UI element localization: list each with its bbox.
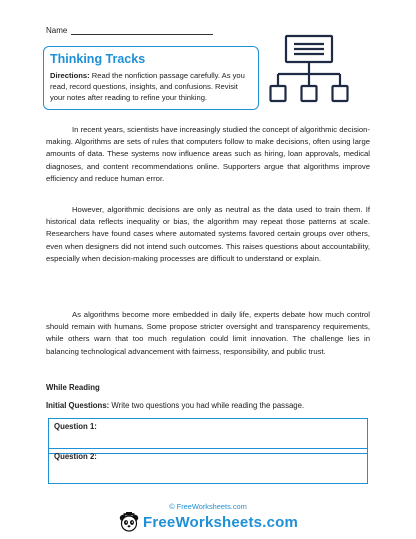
directions-label: Directions: bbox=[50, 71, 90, 80]
brand-name: FreeWorksheets.com bbox=[142, 513, 299, 531]
while-reading-heading: While Reading bbox=[46, 383, 100, 392]
question-2-box[interactable] bbox=[48, 448, 368, 484]
footer-copyright: © FreeWorksheets.com bbox=[169, 502, 247, 511]
directions-body: Read the nonfiction passage carefully. As you read, record questions, insights, and confusions. Revisit your notes after reading to refine your thinking. bbox=[50, 71, 245, 102]
footer-brand bbox=[0, 511, 416, 533]
activity-instructions-box bbox=[43, 46, 259, 110]
directions-text bbox=[50, 70, 252, 103]
initial-questions-label: Initial Questions: bbox=[46, 401, 110, 410]
activity-title: Thinking Tracks bbox=[50, 52, 146, 66]
initial-questions-instructions bbox=[46, 401, 304, 410]
question-2-label: Question 2: bbox=[54, 452, 97, 461]
hierarchy-diagram-icon bbox=[269, 34, 349, 110]
panda-logo-icon bbox=[118, 512, 140, 532]
name-field bbox=[46, 26, 213, 35]
passage-paragraph-1: In recent years, scientists have increasingly studied the concept of algorithmic decision-making. Algorithms are sets of rules that computers follow to make decisions, often using large amounts of data. These systems now influence areas such as hiring, loan approvals, medical diagnoses, and content recommendations online. Supporters argue that algorithms improve efficiency and reduce human error. bbox=[46, 125, 370, 183]
initial-questions-text: Write two questions you had while reading the passage. bbox=[109, 401, 305, 410]
question-1-label: Question 1: bbox=[54, 422, 97, 431]
passage-paragraph-2: However, algorithmic decisions are only as neutral as the data used to train them. If historical data reflects inequality or bias, the algorithm may repeat those patterns at scale. Researchers have found cases where automated systems favored certain groups over others, even when designers did not intend such outcomes. This raises questions about accountability, especially when decision-making processes are difficult to understand or explain. bbox=[46, 205, 370, 263]
name-label: Name bbox=[46, 26, 68, 35]
passage-paragraph-3: As algorithms become more embedded in daily life, experts debate how much control should remain with humans. Some propose stricter oversight and transparency requirements, while others warn that too much regulation could limit innovation. The challenge lies in balancing technological advancement with fairness, responsibility, and public trust. bbox=[46, 310, 370, 356]
name-blank-line[interactable] bbox=[71, 26, 213, 35]
